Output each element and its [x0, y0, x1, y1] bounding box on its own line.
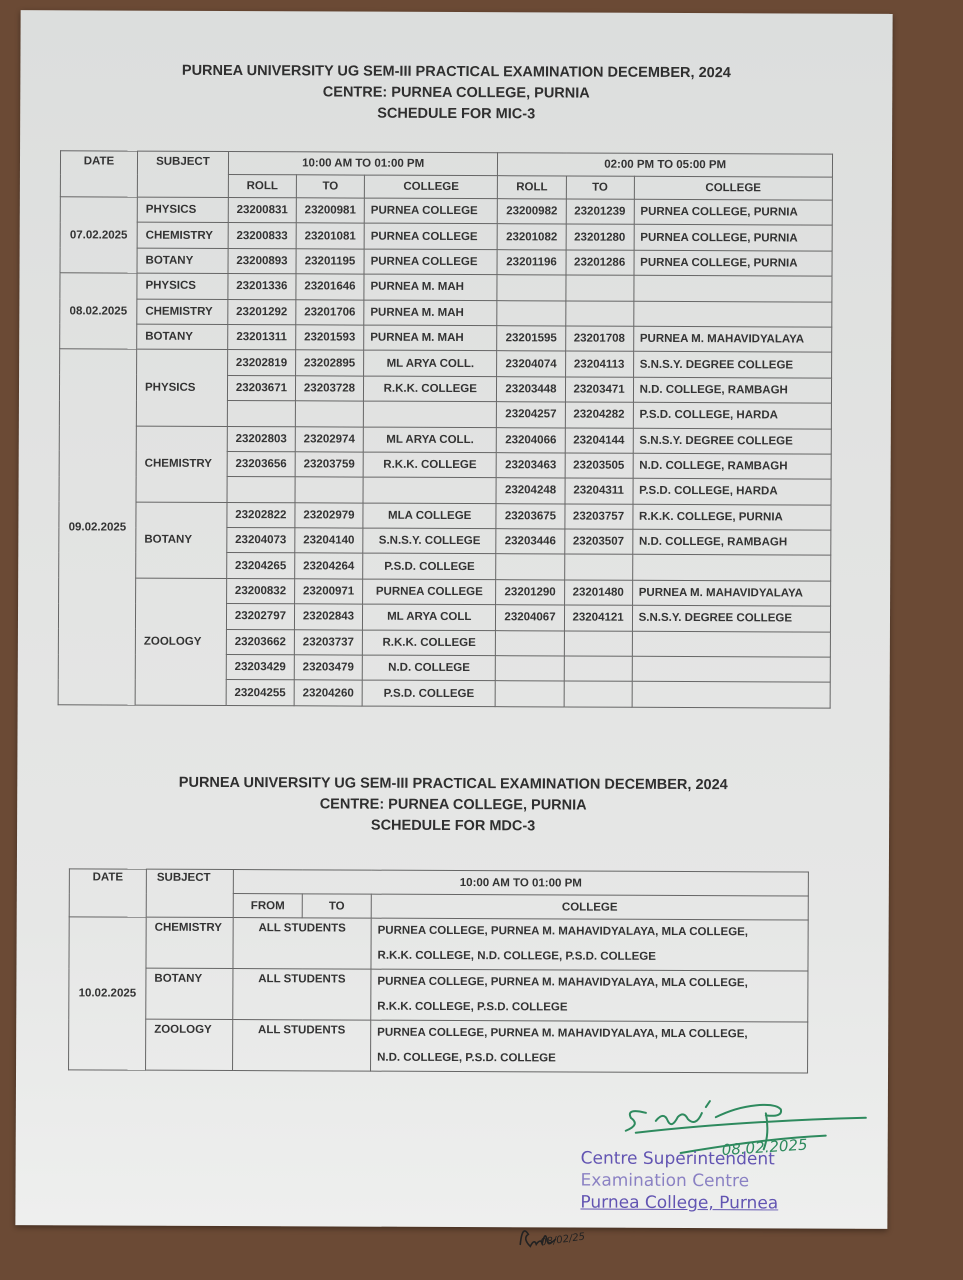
roll-to-morning-cell: 23202974 — [295, 426, 363, 452]
table-row — [59, 501, 831, 530]
mdc-subject-cell: ZOOLOGY — [146, 1019, 233, 1070]
roll-from-morning-cell: 23204073 — [227, 528, 295, 554]
subject-cell: PHYSICS — [137, 197, 228, 223]
roll-to-morning-cell: 23201081 — [296, 223, 364, 249]
roll-to-afternoon-cell: 23204311 — [565, 478, 633, 504]
mdc-colleges-cell — [371, 1020, 808, 1073]
header-college-afternoon: COLLEGE — [634, 176, 832, 200]
roll-from-afternoon-cell: 23203463 — [497, 453, 565, 479]
header-to-afternoon: TO — [566, 176, 634, 199]
college-morning-cell: PURNEA COLLEGE — [364, 223, 498, 249]
roll-from-afternoon-cell: 23201595 — [497, 326, 565, 352]
roll-to-morning-cell: 23201706 — [296, 299, 364, 325]
college-afternoon-cell — [632, 656, 830, 682]
table-row — [60, 273, 832, 302]
table-row — [59, 425, 831, 454]
roll-to-afternoon-cell: 23201280 — [566, 224, 634, 250]
college-afternoon-cell — [634, 275, 832, 301]
initials-date: 08/02/25 — [539, 1231, 586, 1249]
signature-date: 08.02.2025 — [721, 1135, 809, 1160]
roll-to-afternoon-cell: 23203507 — [564, 529, 632, 555]
header-roll-morning: ROLL — [228, 175, 296, 198]
subject-cell: BOTANY — [137, 248, 228, 274]
college-morning-cell: ML ARYA COLL. — [363, 427, 497, 453]
college-morning-cell: PURNEA M. MAH — [364, 274, 498, 300]
mdc-header-row-1 — [69, 869, 808, 896]
college-afternoon-cell — [632, 682, 830, 708]
college-afternoon-cell: N.D. COLLEGE, RAMBAGH — [633, 377, 831, 403]
roll-to-morning-cell: 23202895 — [296, 350, 364, 376]
college-afternoon-cell: P.S.D. COLLEGE, HARDA — [633, 479, 831, 505]
header-subject: SUBJECT — [137, 151, 228, 197]
subject-cell: PHYSICS — [137, 273, 228, 299]
subject-cell: CHEMISTRY — [137, 223, 228, 249]
roll-to-afternoon-cell: 23201286 — [566, 250, 634, 276]
roll-from-morning-cell: 23203662 — [226, 629, 294, 655]
mdc-header-date: DATE — [69, 869, 146, 917]
roll-to-afternoon-cell: 23203757 — [564, 504, 632, 530]
mdc-row — [69, 1019, 808, 1073]
roll-to-morning-cell — [295, 401, 363, 427]
college-morning-cell — [363, 401, 497, 427]
college-morning-cell: PURNEA COLLEGE — [364, 198, 498, 224]
subject-cell: CHEMISTRY — [137, 299, 228, 325]
table-row — [60, 197, 832, 226]
roll-to-afternoon-cell: 23201480 — [564, 580, 632, 606]
subject-cell: ZOOLOGY — [135, 578, 226, 705]
college-afternoon-cell: PURNEA COLLEGE, PURNIA — [634, 250, 832, 276]
header-to-morning: TO — [296, 175, 364, 198]
roll-to-morning-cell: 23200981 — [296, 198, 364, 224]
college-morning-cell: PURNEA M. MAH — [364, 325, 498, 351]
roll-to-morning-cell: 23201195 — [296, 249, 364, 275]
college-morning-cell: PURNEA COLLEGE — [363, 579, 497, 605]
mdc-colleges-line: R.K.K. COLLEGE, P.S.D. COLLEGE — [377, 1000, 568, 1014]
college-afternoon-cell — [632, 555, 830, 581]
roll-to-afternoon-cell: 23204113 — [565, 351, 633, 377]
stamp-line3: Purnea College, Purnea — [580, 1192, 779, 1214]
mic-title-line1: PURNEA UNIVERSITY UG SEM-III PRACTICAL EXAMINATION DECEMBER, 2024 — [181, 62, 731, 82]
roll-to-afternoon-cell: 23203505 — [565, 453, 633, 479]
college-morning-cell — [363, 477, 497, 503]
college-morning-cell: ML ARYA COLL — [362, 604, 496, 630]
roll-to-morning-cell: 23204264 — [295, 553, 363, 579]
roll-from-afternoon-cell: 23204067 — [496, 605, 564, 631]
roll-to-afternoon-cell — [565, 301, 633, 327]
roll-from-afternoon-cell — [496, 554, 564, 580]
college-afternoon-cell: N.D. COLLEGE, RAMBAGH — [632, 529, 830, 555]
roll-to-morning-cell: 23204260 — [294, 680, 362, 706]
stamp-line2: Examination Centre — [580, 1170, 750, 1192]
roll-from-afternoon-cell: 23204074 — [497, 351, 565, 377]
roll-to-morning-cell: 23202843 — [294, 604, 362, 630]
document-paper — [15, 10, 892, 1249]
roll-from-morning-cell: 23200832 — [226, 578, 294, 604]
roll-from-morning-cell — [227, 477, 295, 503]
roll-to-morning-cell: 23203479 — [294, 655, 362, 681]
date-cell: 07.02.2025 — [60, 197, 137, 274]
roll-to-afternoon-cell — [564, 681, 632, 707]
mdc-header-to: TO — [302, 894, 371, 918]
college-morning-cell: R.K.K. COLLEGE — [363, 452, 497, 478]
mdc-colleges-line: PURNEA COLLEGE, PURNEA M. MAHAVIDYALAYA, MLA COLLEGE, — [377, 924, 749, 939]
roll-from-morning-cell: 23201311 — [228, 324, 296, 350]
mdc-students-cell: ALL STUDENTS — [233, 918, 371, 970]
roll-from-afternoon-cell: 23200982 — [498, 199, 566, 225]
roll-from-morning-cell: 23204255 — [226, 680, 294, 706]
mdc-row — [69, 968, 808, 1022]
roll-from-afternoon-cell — [497, 300, 565, 326]
header-session-afternoon: 02:00 PM TO 05:00 PM — [498, 153, 833, 177]
mdc-students-cell: ALL STUDENTS — [233, 1020, 371, 1072]
mdc-header-session: 10:00 AM TO 01:00 PM — [233, 870, 808, 897]
roll-from-morning-cell: 23203656 — [227, 451, 295, 477]
roll-from-morning-cell: 23201292 — [228, 299, 296, 325]
roll-from-afternoon-cell: 23203448 — [497, 376, 565, 402]
mdc-title-line2: CENTRE: PURNEA COLLEGE, PURNIA — [319, 796, 587, 814]
mdc-row — [69, 917, 808, 971]
subject-cell: PHYSICS — [136, 349, 227, 426]
roll-to-morning-cell: 23201593 — [296, 325, 364, 351]
college-afternoon-cell: S.N.S.Y. DEGREE COLLEGE — [633, 428, 831, 454]
college-afternoon-cell: PURNEA COLLEGE, PURNIA — [634, 225, 832, 251]
mdc-colleges-line: PURNEA COLLEGE, PURNEA M. MAHAVIDYALAYA, MLA COLLEGE, — [377, 1026, 748, 1041]
roll-to-morning-cell: 23203737 — [294, 629, 362, 655]
mic-header-row-1 — [60, 151, 832, 177]
date-cell: 09.02.2025 — [58, 349, 137, 705]
college-morning-cell: N.D. COLLEGE — [362, 655, 496, 681]
roll-to-afternoon-cell — [565, 275, 633, 301]
roll-to-morning-cell: 23203728 — [295, 376, 363, 402]
roll-from-morning-cell: 23202822 — [227, 502, 295, 528]
college-afternoon-cell: PURNEA M. MAHAVIDYALAYA — [632, 580, 830, 606]
roll-to-afternoon-cell: 23201708 — [565, 326, 633, 352]
college-afternoon-cell: S.N.S.Y. DEGREE COLLEGE — [633, 352, 831, 378]
roll-from-afternoon-cell — [496, 681, 564, 707]
roll-to-morning-cell: 23200971 — [295, 579, 363, 605]
roll-to-morning-cell: 23201646 — [296, 274, 364, 300]
table-row — [60, 298, 832, 327]
college-afternoon-cell: R.K.K. COLLEGE, PURNIA — [633, 504, 831, 530]
roll-to-afternoon-cell: 23204144 — [565, 427, 633, 453]
roll-from-morning-cell: 23201336 — [228, 274, 296, 300]
header-date: DATE — [60, 151, 137, 197]
centre-superintendent-stamp — [580, 1148, 778, 1215]
roll-to-morning-cell: 23203759 — [295, 452, 363, 478]
mdc-students-cell: ALL STUDENTS — [233, 969, 371, 1021]
roll-to-afternoon-cell — [564, 554, 632, 580]
roll-from-afternoon-cell: 23204066 — [497, 427, 565, 453]
mdc-colleges-line: R.K.K. COLLEGE, N.D. COLLEGE, P.S.D. COLLEGE — [377, 949, 656, 963]
college-afternoon-cell: PURNEA M. MAHAVIDYALAYA — [633, 326, 831, 352]
college-afternoon-cell: S.N.S.Y. DEGREE COLLEGE — [632, 606, 830, 632]
mdc-title-line3: SCHEDULE FOR MDC-3 — [370, 817, 536, 835]
college-afternoon-cell — [633, 301, 831, 327]
roll-from-morning-cell: 23204265 — [227, 553, 295, 579]
subject-cell: BOTANY — [137, 324, 228, 350]
header-roll-afternoon: ROLL — [498, 176, 566, 199]
roll-to-afternoon-cell: 23204282 — [565, 402, 633, 428]
roll-from-morning-cell — [227, 401, 295, 427]
roll-from-afternoon-cell: 23204257 — [497, 402, 565, 428]
mdc-subject-cell: CHEMISTRY — [146, 917, 233, 968]
college-afternoon-cell: N.D. COLLEGE, RAMBAGH — [633, 453, 831, 479]
roll-from-afternoon-cell: 23204248 — [496, 478, 564, 504]
mdc-header-from: FROM — [233, 894, 302, 918]
roll-from-morning-cell: 23202803 — [227, 426, 295, 452]
mic-title-line3: SCHEDULE FOR MIC-3 — [377, 105, 536, 123]
college-afternoon-cell: PURNEA COLLEGE, PURNIA — [634, 199, 832, 225]
subject-cell: CHEMISTRY — [136, 426, 227, 503]
mdc-title-line1: PURNEA UNIVERSITY UG SEM-III PRACTICAL EXAMINATION DECEMBER, 2024 — [178, 774, 728, 794]
header-session-morning: 10:00 AM TO 01:00 PM — [228, 152, 498, 176]
college-morning-cell: R.K.K. COLLEGE — [362, 630, 496, 656]
roll-to-afternoon-cell: 23203471 — [565, 377, 633, 403]
roll-from-afternoon-cell: 23203675 — [496, 503, 564, 529]
roll-from-afternoon-cell: 23201290 — [496, 580, 564, 606]
roll-from-afternoon-cell: 23201196 — [497, 249, 565, 275]
table-row — [60, 349, 832, 378]
college-morning-cell: PURNEA COLLEGE — [364, 249, 498, 275]
college-morning-cell: P.S.D. COLLEGE — [363, 554, 497, 580]
roll-from-morning-cell: 23203429 — [226, 655, 294, 681]
college-afternoon-cell: P.S.D. COLLEGE, HARDA — [633, 402, 831, 428]
college-morning-cell: ML ARYA COLL. — [364, 350, 498, 376]
college-morning-cell: P.S.D. COLLEGE — [362, 681, 496, 707]
stamp-line1: Centre Superintendent — [580, 1148, 775, 1170]
roll-from-afternoon-cell — [496, 656, 564, 682]
roll-from-morning-cell: 23202797 — [226, 604, 294, 630]
mdc-subject-cell: BOTANY — [146, 968, 233, 1019]
roll-from-morning-cell: 23203671 — [227, 375, 295, 401]
roll-to-morning-cell — [295, 477, 363, 503]
mdc-date-cell: 10.02.2025 — [69, 917, 147, 1070]
college-morning-cell: MLA COLLEGE — [363, 503, 497, 529]
roll-from-afternoon-cell — [497, 275, 565, 301]
mdc-title-block — [17, 772, 889, 839]
roll-to-morning-cell: 23202979 — [295, 502, 363, 528]
roll-from-afternoon-cell: 23201082 — [498, 224, 566, 250]
mdc-header-subject: SUBJECT — [146, 869, 233, 917]
mic-title-block — [20, 60, 892, 127]
table-row — [60, 324, 832, 353]
roll-to-afternoon-cell — [564, 656, 632, 682]
mdc-colleges-line: N.D. COLLEGE, P.S.D. COLLEGE — [377, 1051, 556, 1065]
college-morning-cell: PURNEA M. MAH — [364, 300, 498, 326]
mic-schedule-table — [58, 150, 833, 708]
roll-from-afternoon-cell: 23203446 — [496, 529, 564, 555]
mdc-schedule-table — [68, 868, 809, 1073]
roll-from-morning-cell: 23200893 — [228, 248, 296, 274]
mic-title-line2: CENTRE: PURNEA COLLEGE, PURNIA — [322, 84, 590, 102]
mdc-header-college: COLLEGE — [371, 894, 808, 920]
roll-from-morning-cell: 23202819 — [227, 350, 295, 376]
mdc-colleges-cell — [371, 969, 808, 1022]
college-morning-cell: R.K.K. COLLEGE — [363, 376, 497, 402]
college-morning-cell: S.N.S.Y. COLLEGE — [363, 528, 497, 554]
roll-from-afternoon-cell — [496, 630, 564, 656]
roll-from-morning-cell: 23200833 — [228, 223, 296, 249]
table-row — [60, 248, 832, 277]
roll-to-morning-cell: 23204140 — [295, 528, 363, 554]
table-row — [60, 222, 832, 251]
roll-from-morning-cell: 23200831 — [228, 198, 296, 224]
roll-to-afternoon-cell: 23201239 — [566, 199, 634, 225]
header-college-morning: COLLEGE — [364, 175, 498, 199]
table-row — [59, 578, 831, 607]
college-afternoon-cell — [632, 631, 830, 657]
roll-to-afternoon-cell — [564, 631, 632, 657]
subject-cell: BOTANY — [136, 502, 227, 579]
date-cell: 08.02.2025 — [60, 273, 137, 350]
mdc-colleges-cell — [371, 918, 808, 971]
roll-to-afternoon-cell: 23204121 — [564, 605, 632, 631]
mdc-colleges-line: PURNEA COLLEGE, PURNEA M. MAHAVIDYALAYA, MLA COLLEGE, — [377, 975, 748, 990]
